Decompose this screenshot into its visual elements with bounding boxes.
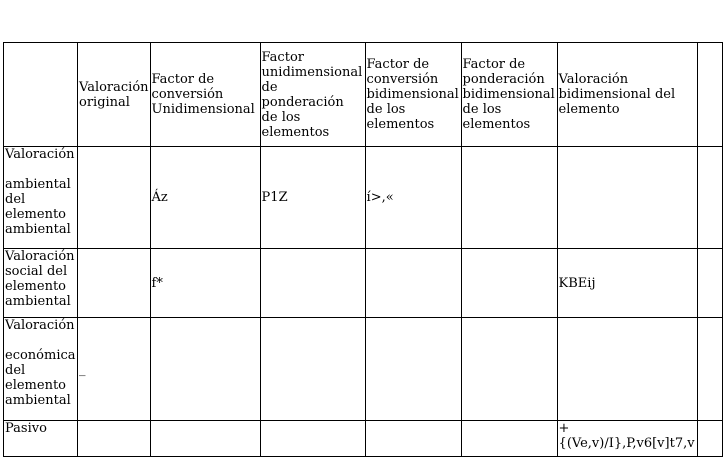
cell-social-uni-conversion: f*	[150, 249, 260, 318]
header-bidimensional-conversion-factor: Factor de conversión bidimensional de los elementos	[365, 43, 461, 147]
cell-liability-bi-conversion	[365, 421, 461, 457]
header-bidimensional-weighting-factor: Factor de ponderación bidimensional de los elementos	[461, 43, 557, 147]
cell-environmental-original	[78, 147, 151, 249]
header-unidimensional-weighting-factor: Factor unidimensional de ponderación de los elementos	[260, 43, 365, 147]
cell-liability-uni-conversion	[150, 421, 260, 457]
cell-economic-bi-weighting	[461, 318, 557, 421]
cell-social-original	[78, 249, 151, 318]
header-empty-cell	[697, 43, 722, 147]
corner-cell	[4, 43, 78, 147]
cell-environmental-bi-conversion: í>,«	[365, 147, 461, 249]
row-label-environmental-rest: ambiental del elemento ambiental	[5, 177, 71, 237]
row-label-economic-line1: Valoración	[5, 318, 75, 333]
cell-liability-original	[78, 421, 151, 457]
row-label-environmental	[4, 147, 78, 249]
cell-economic-original: _	[78, 318, 151, 421]
cell-economic-extra	[697, 318, 722, 421]
header-row	[4, 43, 723, 147]
cell-liability-bi-valuation: + {(Ve,v)/I},P,v6[v]t7,v	[557, 421, 697, 457]
cell-social-bi-weighting	[461, 249, 557, 318]
cell-liability-extra	[697, 421, 722, 457]
cell-environmental-uni-conversion: Áz	[150, 147, 260, 249]
cell-social-bi-valuation: KBEij	[557, 249, 697, 318]
table-row-liability	[4, 421, 723, 457]
cell-economic-bi-valuation	[557, 318, 697, 421]
header-bidimensional-valuation: Valoración bidimensional del elemento	[557, 43, 697, 147]
row-label-economic-rest: económica del elemento ambiental	[5, 348, 76, 408]
cell-liability-uni-weighting	[260, 421, 365, 457]
table-row-economic	[4, 318, 723, 421]
cell-economic-uni-conversion	[150, 318, 260, 421]
row-label-economic	[4, 318, 78, 421]
cell-economic-bi-conversion	[365, 318, 461, 421]
valuation-table	[3, 42, 723, 457]
cell-economic-uni-weighting	[260, 318, 365, 421]
row-label-social: Valoración social del elemento ambiental	[4, 249, 78, 318]
cell-environmental-uni-weighting: P1Z	[260, 147, 365, 249]
cell-social-uni-weighting	[260, 249, 365, 318]
row-label-environmental-line1: Valoración	[5, 147, 75, 162]
table-row-social	[4, 249, 723, 318]
cell-environmental-bi-valuation	[557, 147, 697, 249]
row-label-liability: Pasivo	[4, 421, 78, 457]
cell-environmental-extra	[697, 147, 722, 249]
cell-environmental-bi-weighting	[461, 147, 557, 249]
header-unidimensional-conversion-factor: Factor de conversión Unidimensional	[150, 43, 260, 147]
header-original-valuation: Valoración original	[78, 43, 151, 147]
cell-social-extra	[697, 249, 722, 318]
table-row-environmental	[4, 147, 723, 249]
cell-liability-bi-weighting	[461, 421, 557, 457]
cell-social-bi-conversion	[365, 249, 461, 318]
